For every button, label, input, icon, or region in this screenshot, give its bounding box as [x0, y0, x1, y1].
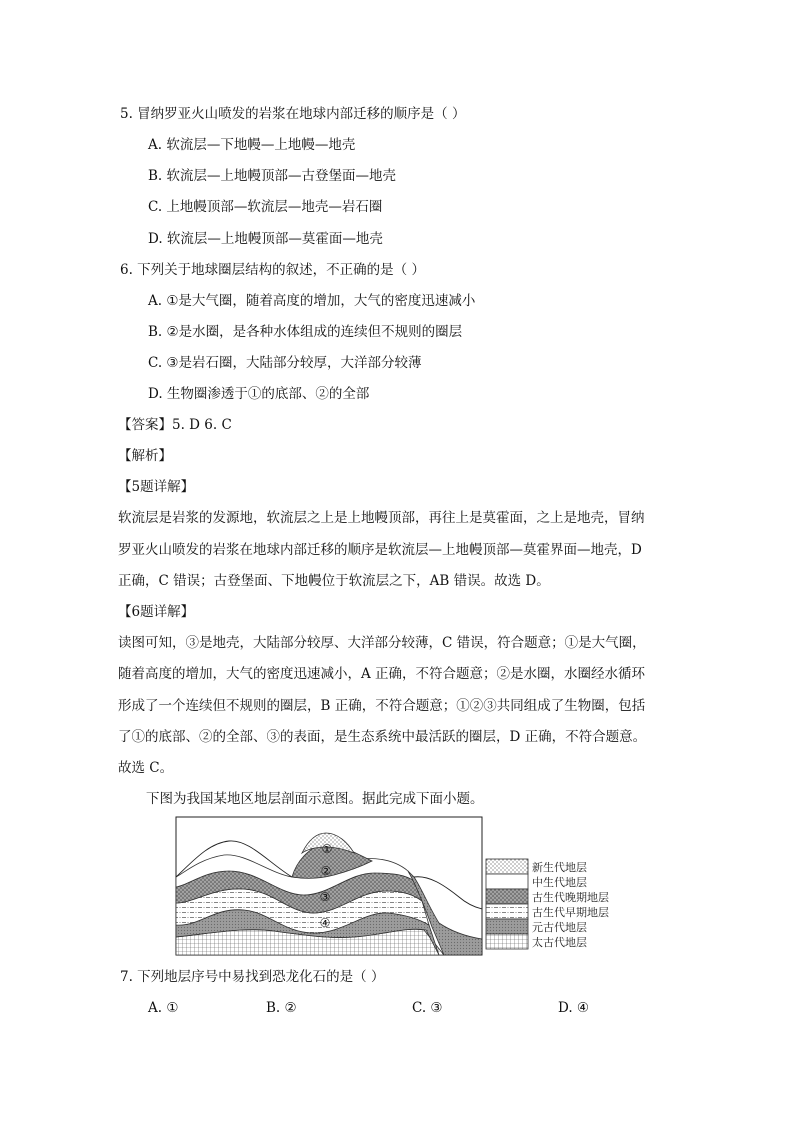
analysis-title: 【解析】	[118, 448, 172, 464]
q6-option-b: B. ②是水圈，是各种水体组成的连续但不规则的圈层	[148, 324, 463, 340]
q6-option-c: C. ③是岩石圈，大陆部分较厚，大洋部分较薄	[148, 355, 422, 371]
legend-swatch-archean	[486, 934, 528, 949]
q6-option-d: D. 生物圈渗透于①的底部、②的全部	[148, 386, 370, 402]
q5-detail-title: 【5题详解】	[118, 479, 195, 495]
q6-option-a: A. ①是大气圈，随着高度的增加，大气的密度迅速减小	[148, 293, 476, 309]
q5-detail-line: 软流层是岩浆的发源地，软流层之上是上地幔顶部，再往上是莫霍面，之上是地壳，冒纳	[118, 510, 645, 526]
legend-swatch-late-paleozoic	[486, 889, 528, 904]
q7-option-c: C. ③	[412, 1000, 443, 1016]
marker-3: ③	[319, 890, 331, 904]
q6-detail-title: 【6题详解】	[118, 604, 195, 620]
legend-label-late-paleozoic: 古生代晚期地层	[532, 891, 609, 904]
legend-swatch-cenozoic	[486, 859, 528, 874]
marker-2: ②	[320, 864, 332, 878]
q5-detail-line: 罗亚火山喷发的岩浆在地球内部迁移的顺序是软流层—上地幔顶部—莫霍界面—地壳，D	[118, 542, 642, 558]
q5-detail-line: 正确，C 错误；古登堡面、下地幔位于软流层之下，AB 错误。故选 D。	[118, 573, 550, 589]
q6-detail-line: 了①的底部、②的全部、③的表面，是生态系统中最活跃的圈层，D 正确，不符合题意。	[118, 729, 647, 745]
q6-detail-line: 随着高度的增加，大气的密度迅速减小，A 正确，不符合题意；②是水圈，水圈经水循环	[118, 666, 646, 682]
q5-option-c: C. 上地幔顶部—软流层—地壳—岩石圈	[148, 199, 383, 215]
q5-option-d: D. 软流层—上地幔顶部—莫霍面—地壳	[148, 231, 383, 247]
legend-label-mesozoic: 中生代地层	[532, 876, 587, 889]
legend-label-proterozoic: 元古代地层	[532, 921, 587, 934]
legend	[486, 859, 528, 949]
q5-option-b: B. 软流层—上地幔顶部—古登堡面—地壳	[148, 168, 397, 184]
q6-detail-line: 故选 C。	[118, 760, 174, 776]
legend-label-early-paleozoic: 古生代早期地层	[532, 906, 609, 919]
legend-label-archean: 太古代地层	[532, 936, 587, 949]
q7-option-a: A. ①	[148, 1000, 179, 1016]
q5-option-a: A. 软流层—下地幔—上地幔—地壳	[148, 137, 356, 153]
q6-stem: 6. 下列关于地球圈层结构的叙述，不正确的是（ ）	[120, 262, 425, 278]
legend-swatch-proterozoic	[486, 919, 528, 934]
q6-detail-line: 形成了一个连续但不规则的圈层，B 正确，不符合题意；①②③共同组成了生物圈，包括	[118, 698, 646, 714]
q5-stem: 5. 冒纳罗亚火山喷发的岩浆在地球内部迁移的顺序是（ ）	[120, 106, 466, 122]
marker-1: ①	[321, 842, 333, 856]
answer-line: 【答案】5. D 6. C	[118, 417, 232, 433]
q7-option-b: B. ②	[266, 1000, 297, 1016]
legend-swatch-early-paleozoic	[486, 904, 528, 919]
strata-cross-section-figure	[174, 815, 624, 957]
q6-detail-line: 读图可知，③是地壳，大陆部分较厚、大洋部分较薄，C 错误，符合题意；①是大气圈，	[118, 635, 646, 651]
q7-option-d: D. ④	[558, 1000, 590, 1016]
intro-text: 下图为我国某地区地层剖面示意图。据此完成下面小题。	[146, 791, 484, 807]
marker-4: ④	[319, 916, 331, 930]
legend-label-cenozoic: 新生代地层	[532, 861, 587, 874]
q7-stem: 7. 下列地层序号中易找到恐龙化石的是（ ）	[120, 969, 385, 985]
legend-swatch-mesozoic	[486, 874, 528, 889]
